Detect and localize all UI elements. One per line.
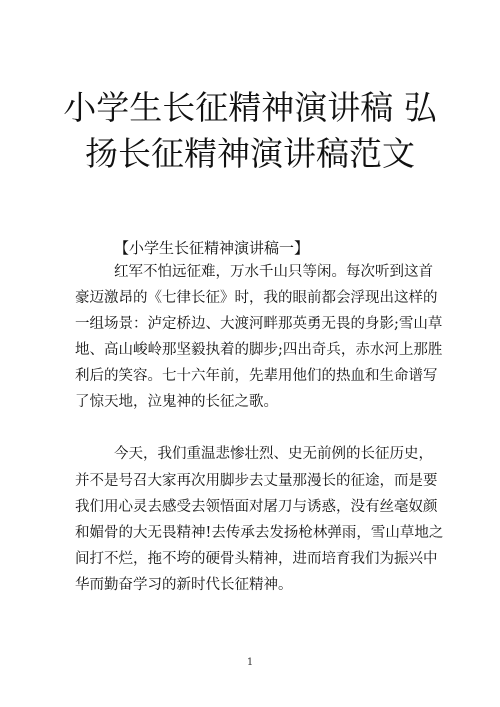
paragraph-2-line-3: 我们用心灵去感受去领悟面对屠刀与诱惑，没有丝毫奴颜 [75,499,438,515]
paragraph-1-line-2: 豪迈激昂的《七律长征》时，我的眼前都会浮现出这样的 [75,290,438,306]
section-heading: 【小学生长征精神演讲稿一】 [114,239,310,257]
paragraph-1-line-3: 一组场景：泸定桥边、大渡河畔那英勇无畏的身影;雪山草 [75,316,443,332]
paragraph-2-line-2: 并不是号召大家再次用脚步去丈量那漫长的征途，而是要 [75,473,438,489]
paragraph-2-line-4: 和媚骨的大无畏精神!去传承去发扬枪林弹雨，雪山草地之 [75,525,444,541]
paragraph-2-line-1: 今天，我们重温悲惨壮烈、史无前例的长征历史， [114,446,433,462]
paragraph-1-line-4: 地、高山峻岭那坚毅执着的脚步;四出奇兵，赤水河上那胜 [75,342,443,358]
paragraph-1-line-1: 红军不怕远征难，万水千山只等闲。每次听到这首 [114,264,433,280]
paragraph-2-line-5: 间打不烂，拖不垮的硬骨头精神，进而培育我们为振兴中 [75,551,438,567]
paragraph-1-line-5: 利后的笑容。七十六年前，先辈用他们的热血和生命谱写 [75,368,438,384]
document-title-line-1: 小学生长征精神演讲稿 弘 [63,88,437,127]
paragraph-2-line-6: 华而勤奋学习的新时代长征精神。 [75,577,293,593]
paragraph-1-line-6: 了惊天地，泣鬼神的长征之歌。 [75,394,278,410]
page-number: 1 [246,657,254,668]
document-title-line-2: 扬长征精神演讲稿范文 [85,134,415,173]
